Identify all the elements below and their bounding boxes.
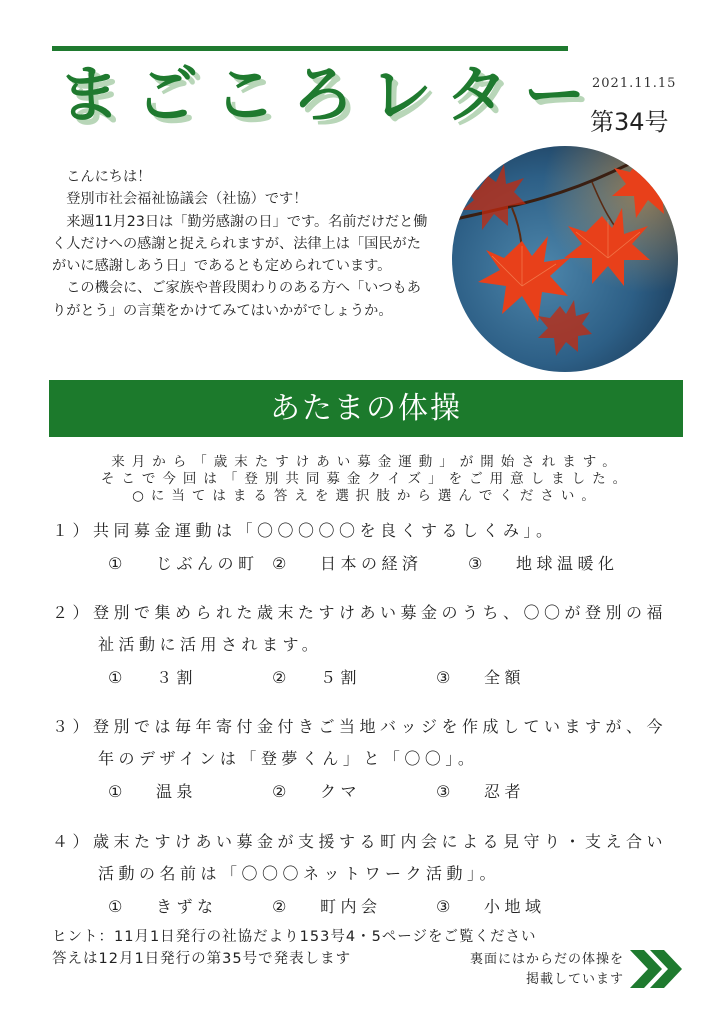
option-3: ③ 地球温暖化 [468, 554, 619, 573]
lead-line1: 来月から「歳末たすけあい募金運動」が開始されます。 [111, 454, 623, 470]
question-number: １） [52, 521, 94, 540]
question-text: 登別では毎年寄付金付きご当地バッジを作成していますが、今年のデザインは「登夢くん」と「〇〇」。 [93, 717, 668, 768]
hint-line: ヒント：11月1日発行の社協だより153号4・5ページをご覧ください [52, 929, 537, 945]
option-2: ② クマ [272, 782, 362, 801]
quiz-question-4 [52, 826, 684, 918]
intro-text [52, 166, 432, 322]
lead-line2: そこで今回は「登別共同募金クイズ」をご用意しました。 [100, 471, 634, 487]
newsletter-title: まごころレター [58, 58, 602, 131]
answer-line: 答えは12月1日発行の第35号で発表します [52, 951, 352, 967]
option-1: ① ３割 [108, 668, 198, 687]
issue-number: 第34号 [590, 108, 669, 136]
intro-para1: 来週11月23日は「勤労感謝の日」です。名前だけだと働く人だけへの感謝と捉えられますが、法律上は「国民がたがいに感謝しあう日」であるとも定められています。 [52, 213, 428, 275]
quiz-lead [52, 454, 682, 505]
question-number: ４） [52, 832, 94, 851]
back-page-note: 裏面にはからだの体操を 掲載しています [469, 952, 624, 987]
question-text: 登別で集められた歳末たすけあい募金のうち、〇〇が登別の福祉活動に活用されます。 [93, 603, 668, 654]
option-1: ① じぶんの町 [108, 554, 259, 573]
maple-leaves-photo [452, 146, 678, 372]
option-1: ① きずな [108, 897, 218, 916]
options [52, 781, 684, 803]
option-2: ② ５割 [272, 668, 362, 687]
double-chevron-right-icon [628, 948, 684, 990]
header-rule [52, 46, 568, 51]
option-3: ③ 全額 [436, 668, 526, 687]
question-text: 共同募金運動は「〇〇〇〇〇を良くするしくみ」。 [93, 521, 557, 540]
option-2: ② 日本の経済 [272, 554, 423, 573]
quiz-question-2 [52, 597, 684, 689]
lead-line3: ○に当てはまる答えを選択肢から選んでください。 [132, 488, 602, 504]
intro-greeting: こんにちは！ [66, 169, 152, 185]
question-text: 歳末たすけあい募金が支援する町内会による見守り・支え合い活動の名前は「〇〇〇ネットワーク活動」。 [93, 832, 668, 883]
section-title-bar: あたまの体操 [49, 380, 683, 437]
option-3: ③ 小地域 [436, 897, 546, 916]
option-3: ③ 忍者 [436, 782, 526, 801]
question-number: ２） [52, 603, 94, 622]
question-number: ３） [52, 717, 94, 736]
option-2: ② 町内会 [272, 897, 382, 916]
options [52, 667, 684, 689]
quiz-question-3 [52, 711, 684, 803]
intro-para2: この機会に、ご家族や普段関わりのある方へ「いつもありがとう」の言葉をかけてみてはいかがでしょうか。 [52, 280, 421, 319]
option-1: ① 温泉 [108, 782, 198, 801]
quiz-question-1 [52, 515, 684, 575]
options [52, 553, 684, 575]
intro-line2: 登別市社会福祉協議会（社協）です！ [66, 191, 308, 208]
options [52, 896, 684, 918]
issue-date: 2021.11.15 [592, 76, 677, 91]
